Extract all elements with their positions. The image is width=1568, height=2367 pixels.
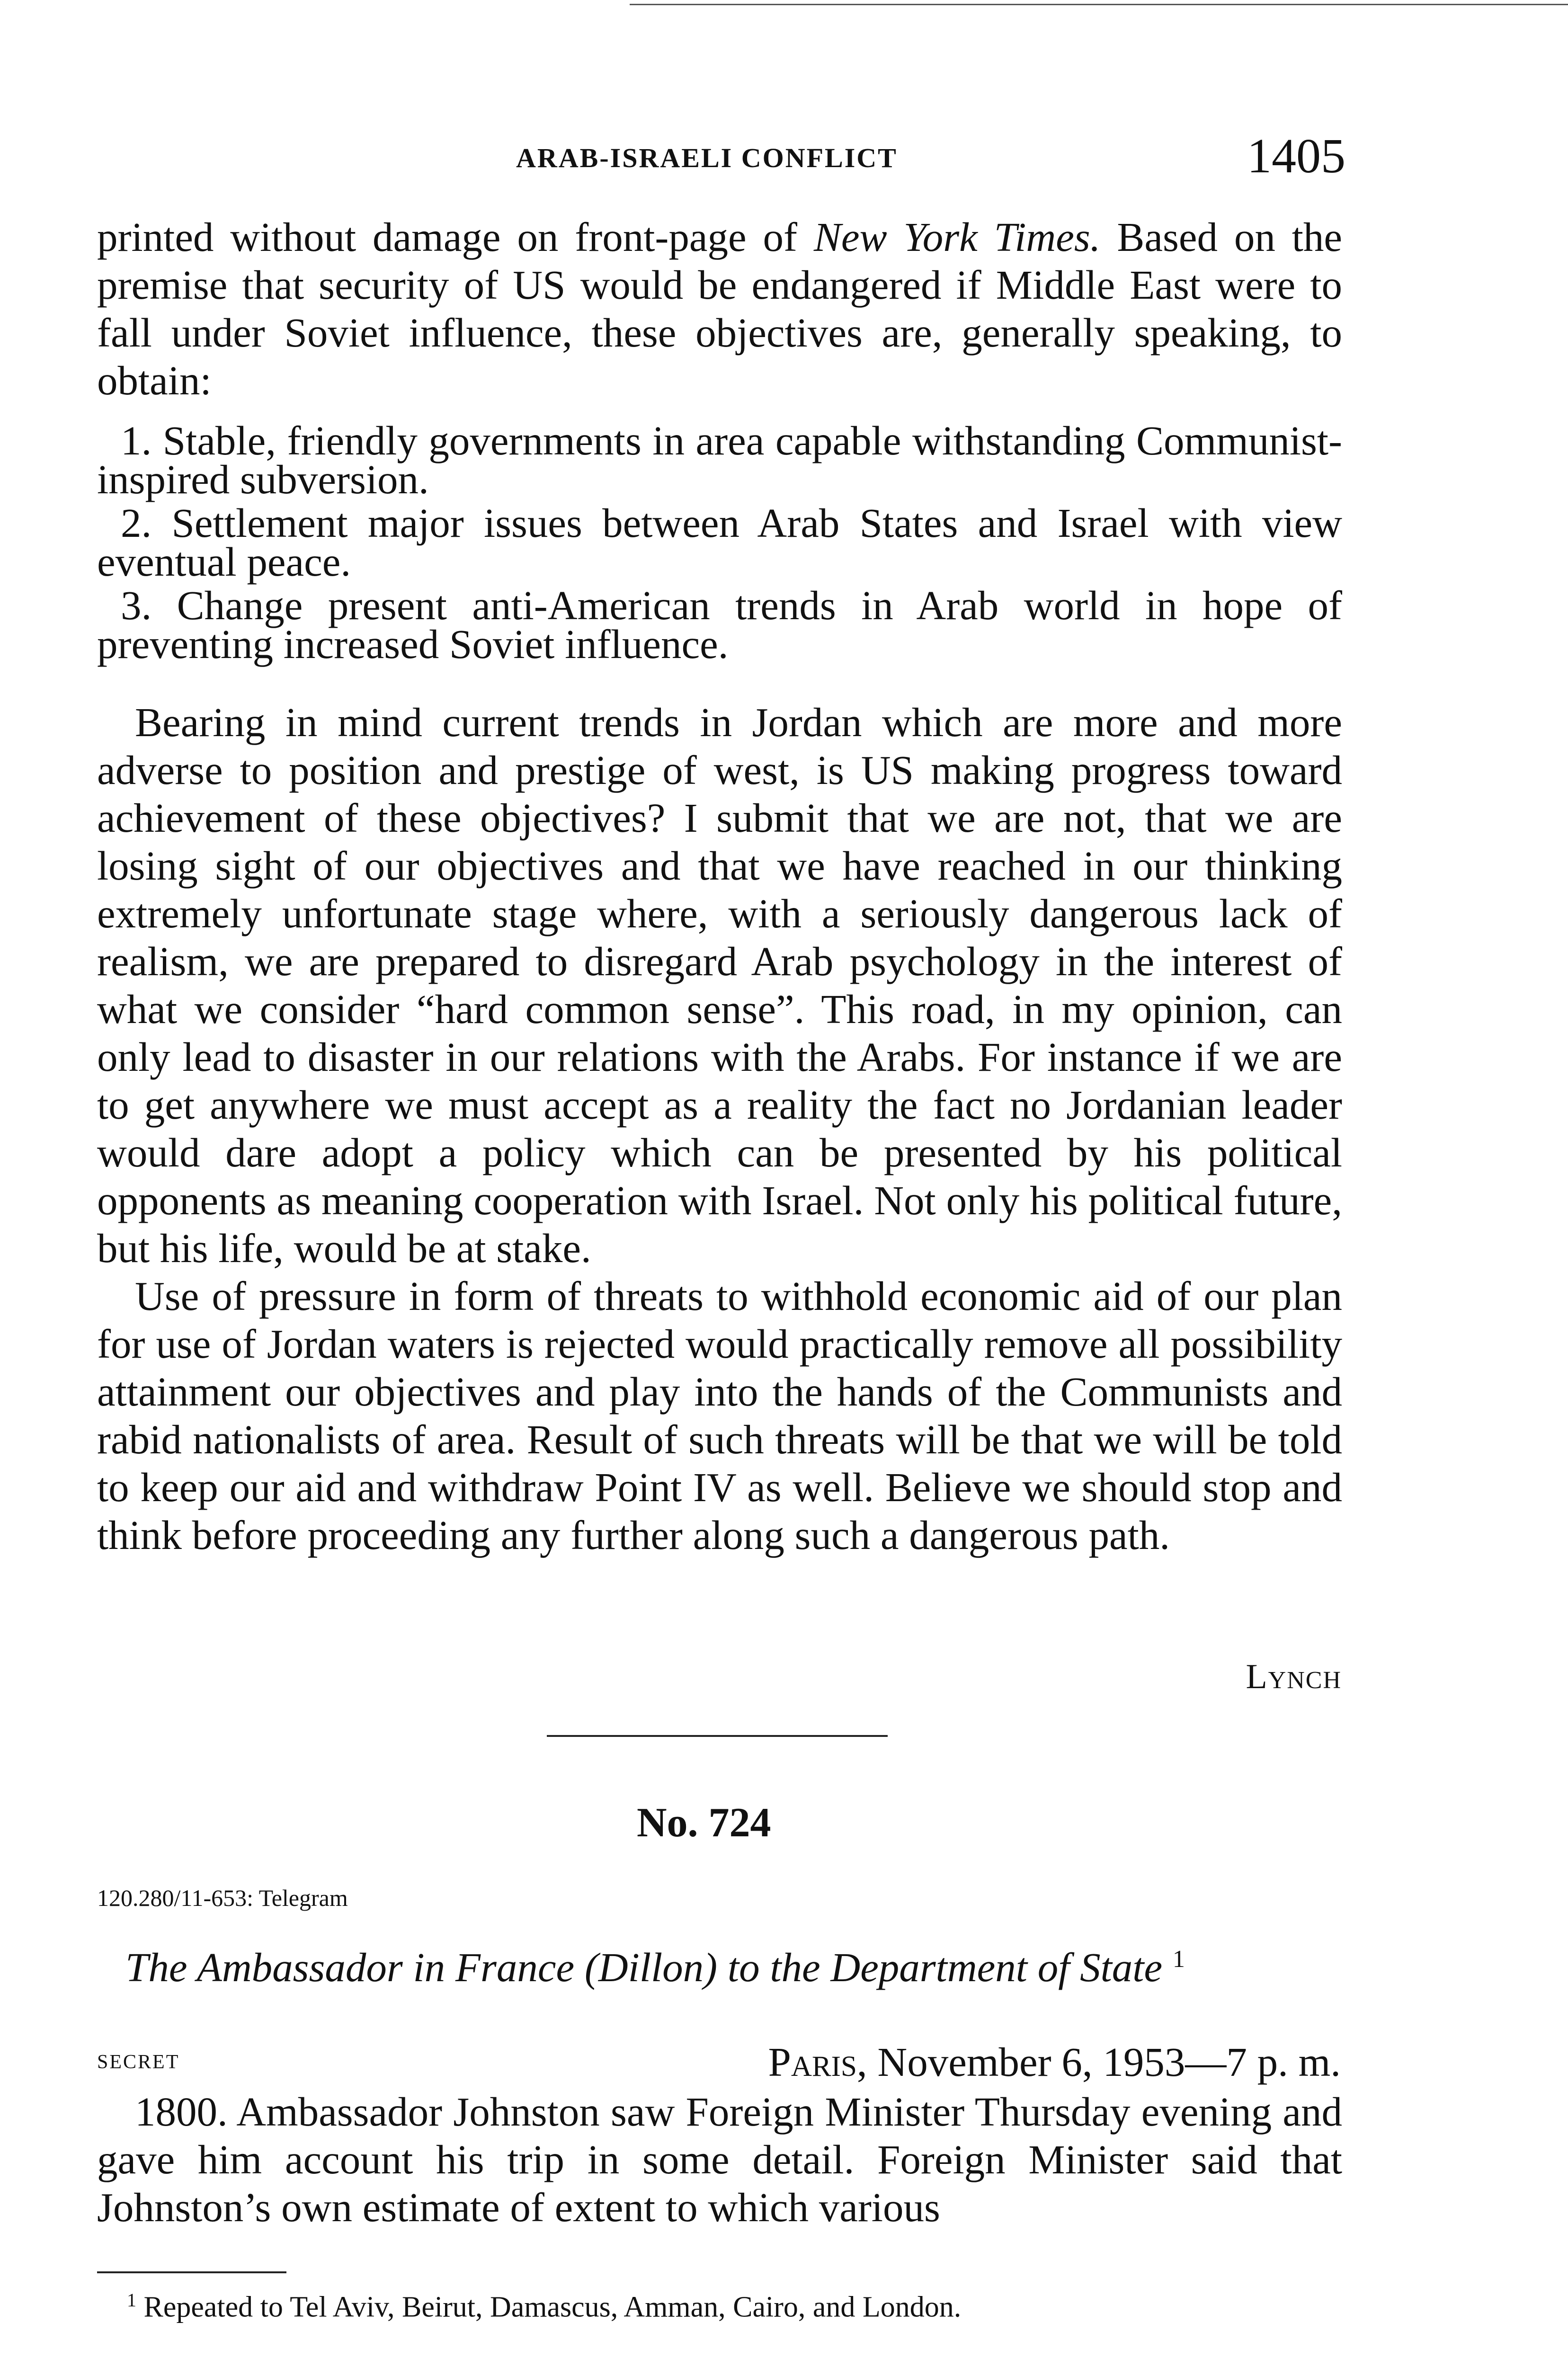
intro-paragraph	[97, 213, 1342, 404]
telegram-body	[97, 2088, 1342, 2231]
file-reference: 120.280/11-653: Telegram	[97, 1885, 348, 1911]
signature: Lynch	[1246, 1657, 1342, 1696]
body-paragraph: Use of pressure in form of threats to withhold economic aid of our plan for use of Jordan waters is rejected would practically remove all possibility attainment our objectives and play into the hands of the Communists and rabid nationalists of area. Result of such threats will be that we will be told to keep our aid and withdraw Point IV as well. Believe we should stop and think before proceeding any further along such a dangerous path.	[97, 1273, 1342, 1558]
footnote-text: Repeated to Tel Aviv, Beirut, Damascus, Amman, Cairo, and London.	[136, 2291, 962, 2323]
footnote	[127, 2289, 961, 2324]
intro-text-before: printed without damage on front-page of	[97, 214, 814, 260]
objective-item: 1. Stable, friendly governments in area capable withstanding Communist-inspired subversion.	[97, 418, 1342, 502]
top-edge-rule	[630, 4, 1568, 5]
footnote-rule	[97, 2271, 286, 2273]
dateline-city: Paris	[768, 2039, 857, 2085]
main-body	[97, 698, 1342, 1559]
page-number: 1405	[1247, 129, 1345, 183]
intro-text-after: Based on the premise that security of US would be endangered if Middle East were to fall under Soviet influence, these objectives are, generally speaking, to obtain:	[97, 214, 1342, 403]
objective-item: 2. Settlement major issues between Arab States and Israel with view eventual peace.	[97, 500, 1342, 585]
document-number: No. 724	[637, 1800, 771, 1846]
document-title-text: The Ambassador in France (Dillon) to the Department of State	[125, 1944, 1163, 1990]
classification-label: secret	[97, 2043, 180, 2074]
objective-item: 3. Change present anti-American trends in Arab world in hope of preventing increased Soviet influence.	[97, 582, 1342, 667]
body-paragraph: Bearing in mind current trends in Jordan which are more and more adverse to position and prestige of west, is US making progress toward achievement of these objectives? I submit that we are not, that we are losing sight of our objectives and that we have reached in our thinking extremely unfortunate stage where, with a seriously dangerous lack of realism, we are prepared to disregard Arab psychology in the interest of what we consider “hard common sense”. This road, in my opinion, can only lead to disaster in our relations with the Arabs. For instance if we are to get anywhere we must accept as a reality the fact no Jordanian leader would dare adopt a policy which can be presented by his political opponents as meaning cooperation with Israel. Not only his political future, but his life, would be at stake.	[97, 699, 1342, 1271]
dateline	[768, 2038, 1341, 2086]
footnote-number: 1	[127, 2289, 136, 2311]
document-title	[125, 1943, 1185, 1991]
objectives-list	[97, 418, 1342, 668]
dateline-date: , November 6, 1953—7 p. m.	[856, 2039, 1341, 2085]
running-head: ARAB-ISRAELI CONFLICT	[516, 142, 898, 173]
telegram-paragraph: 1800. Ambassador Johnston saw Foreign Minister Thursday evening and gave him account his trip in some detail. Foreign Minister said that Johnston’s own estimate of extent to which various	[97, 2089, 1342, 2230]
section-divider	[547, 1735, 888, 1737]
newspaper-name: New York Times.	[813, 214, 1101, 260]
footnote-mark: 1	[1172, 1946, 1185, 1973]
